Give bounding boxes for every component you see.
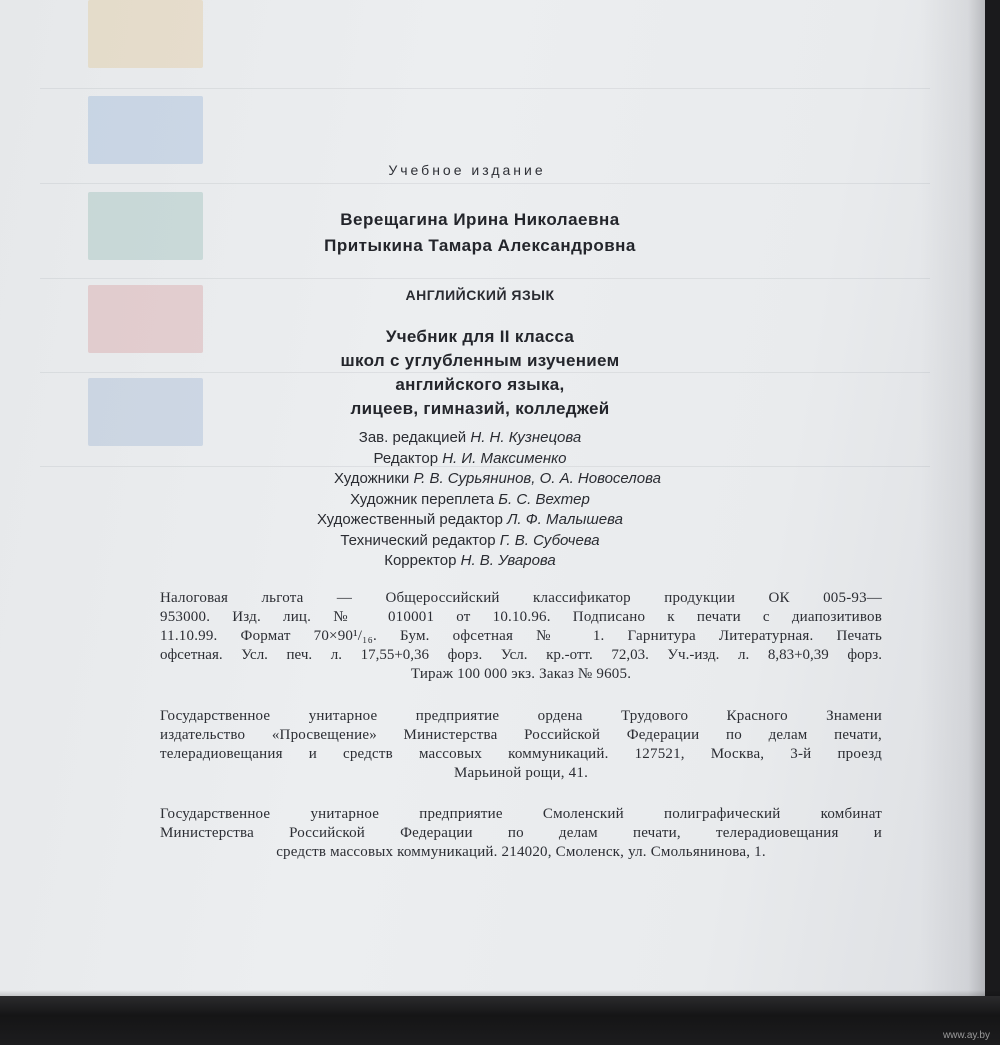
subtitle-line: Учебник для II класса — [385, 327, 575, 346]
author-name: Притыкина Тамара Александровна — [324, 236, 636, 255]
staff-line — [0, 490, 970, 511]
showthrough-tile — [88, 0, 203, 68]
printer-line: Министерства Российской Федерации по делам печати, телерадиовещания и — [160, 825, 882, 841]
printer-line: средств массовых коммуникаций. 214020, Смоленск, ул. Смольянинова, 1. — [276, 844, 766, 860]
book-bottom-edge — [0, 996, 1000, 1045]
staff-name: Л. Ф. Малышева — [507, 511, 623, 528]
staff-name: Р. В. Сурьянинов, О. А. Новоселова — [413, 470, 661, 487]
imprint-line: 953000. Изд. лиц. № 010001 от 10.10.96. Подписано к печати с диапозитивов — [160, 609, 882, 625]
staff-role: Технический редактор — [340, 531, 496, 549]
staff-name: Н. В. Уварова — [460, 552, 556, 569]
imprint-line: Тираж 100 000 экз. Заказ № 9605. — [410, 666, 632, 682]
staff-name: Н. И. Максименко — [442, 449, 567, 467]
imprint-line: Налоговая льгота — Общероссийский классификатор продукции ОК 005-93— — [160, 590, 882, 606]
book-subject: АНГЛИЙСКИЙ ЯЗЫК — [405, 287, 555, 303]
staff-line — [25, 469, 970, 490]
staff-credits — [0, 428, 970, 572]
staff-role: Редактор — [373, 449, 439, 467]
subtitle-line: английского языка, — [395, 375, 565, 394]
showthrough-rule — [40, 183, 930, 184]
printer-block — [160, 805, 882, 862]
subtitle-line: лицеев, гимназий, колледжей — [350, 399, 610, 418]
publisher-line: Государственное унитарное предприятие ордена Трудового Красного Знамени — [160, 708, 882, 724]
staff-role: Зав. редакцией — [358, 429, 467, 446]
publisher-line: издательство «Просвещение» Министерства Российской Федерации по делам печати, — [160, 727, 882, 743]
staff-role: Художник переплета — [350, 490, 495, 508]
authors — [0, 207, 980, 259]
staff-name: Н. Н. Кузнецова — [470, 429, 582, 446]
showthrough-tile — [88, 96, 203, 164]
staff-line — [0, 510, 970, 531]
subtitle-line: школ с углубленным изучением — [340, 351, 620, 370]
staff-name: Г. В. Субочева — [499, 531, 600, 549]
showthrough-rule — [40, 278, 930, 279]
staff-name: Б. С. Вехтер — [498, 490, 590, 508]
publisher-block — [160, 707, 882, 783]
staff-role: Художественный редактор — [317, 511, 503, 528]
showthrough-rule — [40, 88, 930, 89]
edition-type: Учебное издание — [388, 162, 546, 178]
watermark: www.ay.by — [942, 1030, 990, 1041]
staff-line — [0, 428, 970, 449]
staff-line — [0, 449, 970, 470]
printer-line: Государственное унитарное предприятие Смоленский полиграфический комбинат — [160, 806, 882, 822]
staff-line — [0, 531, 970, 552]
book-subtitle — [0, 325, 980, 421]
imprint-block — [160, 589, 882, 684]
publisher-line: телерадиовещания и средств массовых коммуникаций. 127521, Москва, 3-й проезд — [160, 746, 882, 762]
staff-role: Художники — [334, 470, 410, 487]
staff-role: Корректор — [384, 552, 457, 569]
staff-line — [0, 551, 970, 572]
imprint-line: офсетная. Усл. печ. л. 17,55+0,36 форз. Усл. кр.-отт. 72,03. Уч.-изд. л. 8,83+0,39 форз. — [160, 647, 882, 663]
publisher-line: Марьиной рощи, 41. — [453, 765, 589, 781]
author-name: Верещагина Ирина Николаевна — [340, 210, 620, 229]
imprint-line: 11.10.99. Формат 70×90¹/₁₆. Бум. офсетная № 1. Гарнитура Литературная. Печать — [160, 628, 882, 644]
